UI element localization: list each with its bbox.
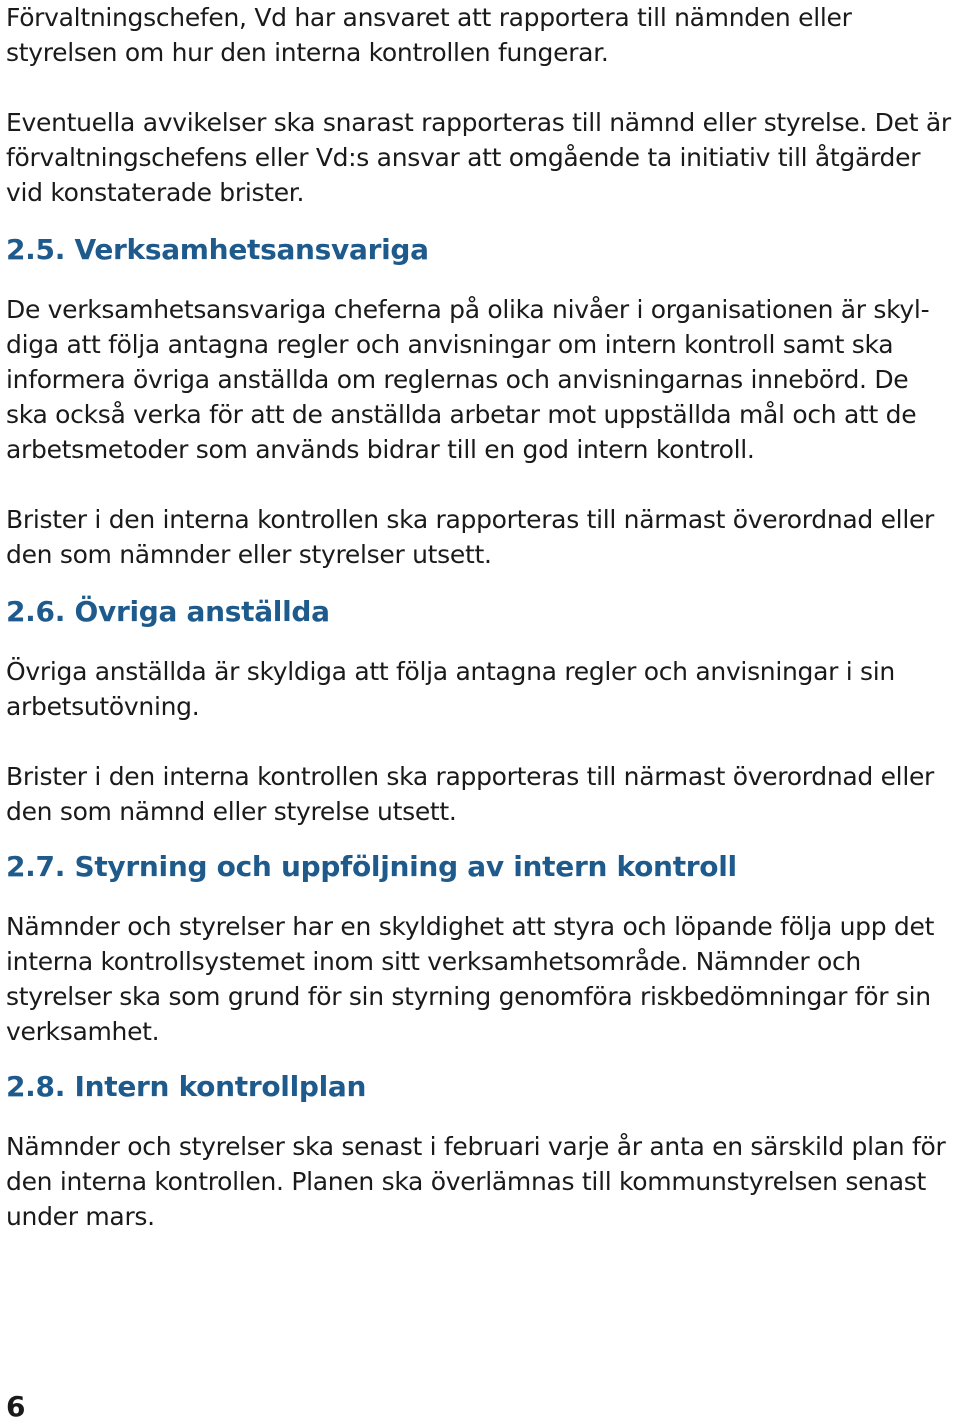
section-heading-2-7: 2.7. Styrning och uppföljning av intern kontroll: [6, 850, 737, 883]
section-2-6-paragraph-1: Övriga anställda är skyldiga att följa antagna regler och anvisningar i sin arbetsutövning.: [6, 657, 895, 721]
document-page: [6, 0, 956, 1234]
section-2-5-paragraph-2: Brister i den interna kontrollen ska rapporteras till närmast överordnad eller den som nämnder eller styrelser utsett.: [6, 505, 935, 569]
intro-paragraph-2: Eventuella avvikelser ska snarast rapporteras till nämnd eller styrelse. Det är förvaltningschefens eller Vd:s ansvar att omgående ta initiativ till åtgärder vid konstaterade brister.: [6, 108, 951, 207]
section-heading-2-8: 2.8. Intern kontrollplan: [6, 1070, 367, 1103]
section-2-6-paragraph-2: Brister i den interna kontrollen ska rapporteras till närmast överordnad eller den som nämnd eller styrelse utsett.: [6, 762, 935, 826]
section-heading-2-5: 2.5. Verksamhetsansvariga: [6, 233, 429, 266]
intro-paragraph-1: Förvaltningschefen, Vd har ansvaret att rapportera till nämnden eller styrelsen om hur den interna kontrollen fungerar.: [6, 3, 852, 67]
section-heading-2-6: 2.6. Övriga anställda: [6, 595, 330, 628]
section-2-8-paragraph-1: Nämnder och styrelser ska senast i februari varje år anta en särskild plan för den interna kontrollen. Planen ska överlämnas till kommunstyrelsen senast under mars.: [6, 1132, 946, 1231]
section-2-7-paragraph-1: Nämnder och styrelser har en skyldighet att styra och löpande följa upp det interna kontrollsystemet inom sitt verksamhetsområde. Nämnder och styrelser ska som grund för sin styrning genomföra riskbedömningar för sin verksamhet.: [6, 912, 935, 1046]
page-number: 6: [6, 1390, 26, 1423]
section-2-5-paragraph-1: De verksamhetsansvariga cheferna på olika nivåer i organisationen är skyldiga att följa antagna regler och anvisningar om intern kontroll samt ska informera övriga anställda om reglernas och anvisningarnas innebörd. De ska också verka för att de anställda arbetar mot uppställda mål och att de arbetsmetoder som används bidrar till en god intern kontroll.: [6, 295, 930, 464]
